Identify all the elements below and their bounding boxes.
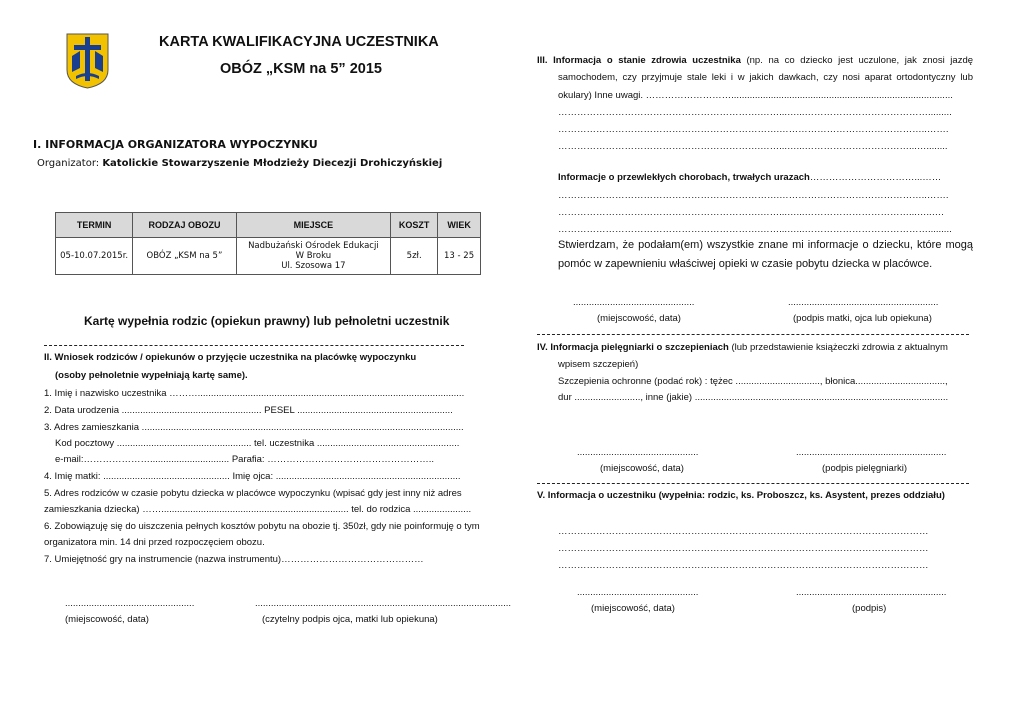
fill-note: Kartę wypełnia rodzic (opiekun prawny) lub pełnoletni uczestnik — [84, 314, 450, 328]
ksm-logo-icon — [65, 32, 110, 89]
sig5-place-dots[interactable]: .............................................. — [577, 587, 699, 598]
section3-line2: samochodem, czy przyjmuje stale leki i w jakich dawkach, czy nosi aparat ortodontyczny lub — [558, 72, 973, 83]
participant-info-line-1[interactable]: ……………………………………………………………………………………………………… — [558, 526, 929, 537]
section2-heading: II. Wniosek rodziców / opiekunów o przyjęcie uczestnika na placówkę wypoczynku — [44, 352, 417, 363]
cell-koszt: 5zł. — [391, 238, 438, 275]
sig4-signature-dots[interactable]: ......................................................... — [796, 447, 947, 458]
col-miejsce: MIEJSCE — [236, 213, 391, 238]
sig5-signature-label: (podpis) — [852, 603, 887, 614]
field-postcode-phone[interactable]: Kod pocztowy ................................................... tel. uczestnika ...................................................... — [55, 438, 460, 449]
chronic-label: Informacje o przewlekłych chorobach, trwałych urazach — [558, 172, 810, 183]
chronic-line-3[interactable]: ……………………………………………………….……...…...…………………………………......... — [558, 224, 952, 235]
section1-heading: I. INFORMACJA ORGANIZATORA WYPOCZYNKU — [33, 138, 318, 151]
sig3-place-label: (miejscowość, data) — [597, 313, 681, 324]
section2-divider — [44, 345, 464, 346]
col-rodzaj: RODZAJ OBOZU — [133, 213, 236, 238]
field-parents-names[interactable]: 4. Imię matki: ................................................ Imię ojca: ...................................................................... — [44, 471, 461, 482]
section5-heading: V. Informacja o uczestniku (wypełnia: rodzic, ks. Proboszcz, ks. Asystent, prezes oddziału) — [537, 490, 945, 501]
section4-heading-line — [537, 341, 948, 354]
field-parents-address-cont[interactable]: zamieszkania dziecka) ……....................................................................... tel. do rodzica ...................... — [44, 504, 472, 515]
section3-other-remarks[interactable]: okulary) Inne uwagi. ……………………….................................................................................... — [558, 90, 953, 101]
organizer-value: Katolickie Stowarzyszenie Młodzieży Diecezji Drohiczyńskiej — [102, 158, 443, 169]
col-koszt: KOSZT — [391, 213, 438, 238]
commitment-text: 6. Zobowiązuję się do uiszczenia pełnych kosztów pobytu na obozie tj. 350zł, gdy nie poinformuję o tym — [44, 521, 480, 532]
field-instrument[interactable]: 7. Umiejętność gry na instrumencie (nazwa instrumentu)……………………………………… — [44, 554, 424, 565]
form-subtitle: OBÓZ „KSM na 5” 2015 — [220, 61, 382, 77]
sig3-signature-dots[interactable]: ......................................................... — [788, 297, 939, 308]
table-header-row — [56, 213, 481, 238]
section3-line2-wrap — [558, 71, 973, 84]
cell-wiek: 13 - 25 — [438, 238, 481, 275]
vaccination-tetanus-diphtheria[interactable]: Szczepienia ochronne (podać rok) : tężec ................................, błonica.................................., — [558, 376, 948, 387]
vaccination-typhoid-other[interactable]: dur ........................., inne (jakie) ................................................................................................ — [558, 392, 949, 403]
sig2-place-label: (miejscowość, data) — [65, 614, 149, 625]
section3-heading: III. Informacja o stanie zdrowia uczestnika — [537, 55, 741, 66]
field-parents-address: 5. Adres rodziców w czasie pobytu dziecka w placówce wypoczynku (wpisać gdy jest inny niż adres — [44, 488, 462, 499]
miejsce-line-1: Nadbużański Ośrodek Edukacji — [248, 241, 379, 251]
chronic-line-1[interactable]: …………………………………………………………….………………………………………..……. — [558, 190, 949, 201]
section4-heading: IV. Informacja pielęgniarki o szczepieniach — [537, 342, 729, 353]
field-birth-pesel[interactable]: 2. Data urodzenia ..................................................... PESEL ........................................................... — [44, 405, 453, 416]
commitment-text-cont: organizatora min. 14 dni przed rozpoczęciem obozu. — [44, 537, 265, 548]
section4-divider — [537, 334, 969, 335]
sig3-place-dots[interactable]: .............................................. — [573, 297, 695, 308]
miejsce-line-2: W Broku — [295, 251, 332, 261]
section3-intro — [537, 54, 973, 67]
sig5-place-label: (miejscowość, data) — [591, 603, 675, 614]
section3-intro-rest: (np. na co dziecko jest uczulone, jak znosi jazdę — [746, 55, 974, 66]
sig4-place-label: (miejscowość, data) — [600, 463, 684, 474]
cell-rodzaj: OBÓZ „KSM na 5” — [133, 238, 236, 275]
section4-heading-rest: (lub przedstawienie książeczki zdrowia z aktualnym — [731, 342, 948, 353]
field-name[interactable]: 1. Imię i nazwisko uczestnika ………..................................................................................................... — [44, 388, 465, 399]
col-wiek: WIEK — [438, 213, 481, 238]
organizer-line — [37, 158, 442, 169]
statement-wrap — [558, 239, 973, 251]
statement-line-2: pomóc w zapewnieniu właściwej opieki w czasie pobytu dziecka w placówce. — [558, 258, 933, 270]
health-line-1[interactable]: ……………………………………………………….……...…...…………………………………......... — [558, 107, 952, 118]
col-termin: TERMIN — [56, 213, 133, 238]
section5-divider — [537, 483, 969, 484]
section2-heading2: (osoby pełnoletnie wypełniają kartę same). — [55, 370, 248, 381]
chronic-line[interactable] — [558, 171, 941, 184]
sig4-signature-label: (podpis pielęgniarki) — [822, 463, 908, 474]
organizer-label: Organizator: — [37, 158, 100, 169]
sig2-signature-dots[interactable]: ................................................................................................. — [255, 598, 512, 609]
sig2-place-dots[interactable]: ................................................. — [65, 598, 195, 609]
statement-line-1: Stwierdzam, że podałam(em) wszystkie znane mi informacje o dziecku, które mogą — [558, 239, 973, 251]
cell-miejsce — [236, 238, 391, 275]
field-address[interactable]: 3. Adres zamieszkania .......................................................................................................................... — [44, 422, 464, 433]
chronic-line-2[interactable]: ……………………………………………………….……...…...……………………………...…..…. — [558, 207, 944, 218]
participant-info-line-3[interactable]: ……………………………………………………………………………………………………… — [558, 560, 929, 571]
sig5-signature-dots[interactable]: ......................................................... — [796, 587, 947, 598]
participant-info-line-2[interactable]: ……………………………………………………………………………………………………… — [558, 543, 929, 554]
miejsce-line-3: Ul. Szosowa 17 — [281, 261, 346, 271]
sig3-signature-label: (podpis matki, ojca lub opiekuna) — [793, 313, 932, 324]
camp-info-table — [55, 212, 481, 275]
health-line-2[interactable]: …………………………………………………………….………………………………………..……. — [558, 124, 949, 135]
sig4-place-dots[interactable]: .............................................. — [577, 447, 699, 458]
field-email-parish[interactable]: e-mail:………………….............................. Parafia: …………………………………………….. — [55, 454, 434, 465]
chronic-dots: ……………………………...…… — [809, 172, 942, 183]
cell-termin: 05-10.07.2015r. — [56, 238, 133, 275]
section4-line2: wpisem szczepień) — [558, 359, 639, 370]
health-line-3[interactable]: ……………………………………………………….……...…...……………………………...…........ — [558, 141, 948, 152]
table-row — [56, 238, 481, 275]
form-title: KARTA KWALIFIKACYJNA UCZESTNIKA — [159, 34, 439, 50]
sig2-signature-label: (czytelny podpis ojca, matki lub opiekuna) — [262, 614, 438, 625]
